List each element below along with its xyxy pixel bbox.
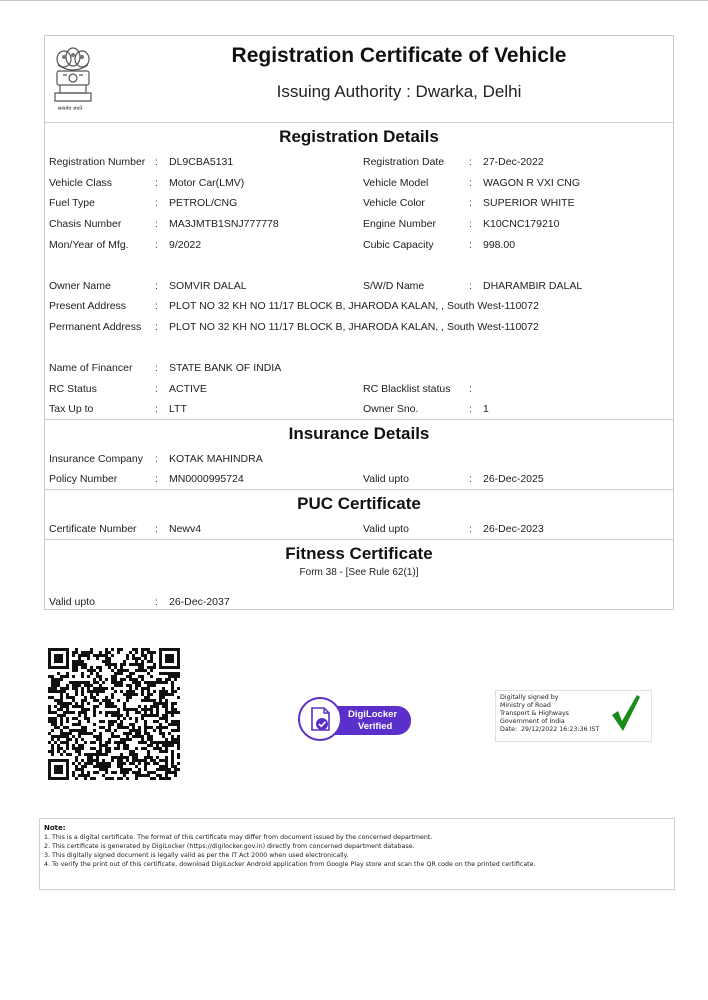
- notes-heading: Note:: [44, 824, 66, 832]
- vehicle-class-label: Vehicle Class: [49, 177, 113, 189]
- signature-line: Ministry of Road: [500, 702, 551, 709]
- owner-sno-value: 1: [483, 403, 489, 415]
- colon: :: [469, 403, 472, 415]
- colon: :: [155, 362, 158, 374]
- insurance-company-label: Insurance Company: [49, 453, 143, 465]
- registration-date-value: 27-Dec-2022: [483, 156, 544, 168]
- swd-name-value: DHARAMBIR DALAL: [483, 280, 583, 292]
- policy-number-value: MN0000995724: [169, 473, 244, 485]
- permanent-address-value: PLOT NO 32 KH NO 11/17 BLOCK B, JHARODA KALAN, , South West-110072: [169, 321, 539, 333]
- fitness-certificate-title: Fitness Certificate: [285, 544, 433, 563]
- colon: :: [155, 156, 158, 168]
- owner-sno-label: Owner Sno.: [363, 403, 419, 415]
- mfg-label: Mon/Year of Mfg.: [49, 239, 129, 251]
- colon: :: [155, 473, 158, 485]
- colon: :: [155, 453, 158, 465]
- owner-name-label: Owner Name: [49, 280, 111, 292]
- colon: :: [155, 596, 158, 608]
- registration-number-label: Registration Number: [49, 156, 146, 168]
- signature-line: Transport & Highways: [500, 710, 569, 717]
- vehicle-color-value: SUPERIOR WHITE: [483, 197, 575, 209]
- colon: :: [155, 177, 158, 189]
- engine-number-value: K10CNC179210: [483, 218, 560, 230]
- note-line: 3. This digitally signed document is legally valid as per the IT Act 2000 when used electronically.: [44, 852, 349, 859]
- emblem-caption: सत्यमेव जयते: [57, 106, 83, 112]
- owner-name-value: SOMVIR DALAL: [169, 280, 247, 292]
- signature-line: Government of India: [500, 718, 565, 725]
- chasis-number-value: MA3JMTB1SNJ777778: [169, 218, 279, 230]
- colon: :: [155, 280, 158, 292]
- green-check-icon: [609, 693, 641, 733]
- insurance-details-title: Insurance Details: [288, 424, 430, 443]
- financer-value: STATE BANK OF INDIA: [169, 362, 282, 374]
- colon: :: [155, 197, 158, 209]
- rc-blacklist-label: RC Blacklist status: [363, 383, 451, 395]
- engine-number-label: Engine Number: [363, 218, 436, 230]
- page-title: Registration Certificate of Vehicle: [231, 44, 567, 67]
- top-border: [0, 0, 708, 1]
- certificate-box: [44, 35, 674, 610]
- cubic-capacity-value: 998.00: [483, 239, 516, 251]
- financer-label: Name of Financer: [49, 362, 133, 374]
- divider: [45, 419, 673, 420]
- registration-number-value: DL9CBA5131: [169, 156, 234, 168]
- digilocker-verified-badge: [298, 697, 412, 743]
- notes-box: [39, 818, 675, 890]
- digital-signature-block: [495, 690, 652, 742]
- mfg-value: 9/2022: [169, 239, 202, 251]
- signature-line: Digitally signed by: [500, 694, 559, 701]
- colon: :: [155, 403, 158, 415]
- insurance-valid-upto-label: Valid upto: [363, 473, 409, 485]
- document-check-icon: [300, 699, 340, 739]
- colon: :: [469, 218, 472, 230]
- colon: :: [155, 218, 158, 230]
- registration-details-title: Registration Details: [279, 127, 439, 146]
- colon: :: [469, 473, 472, 485]
- colon: :: [469, 197, 472, 209]
- permanent-address-label: Permanent Address: [49, 321, 142, 333]
- colon: :: [469, 156, 472, 168]
- note-line: 4. To verify the print out of this certificate, download DigiLocker Android application from Google Play store and scan the QR code on the printed certificate.: [44, 861, 536, 868]
- registration-date-label: Registration Date: [363, 156, 445, 168]
- policy-number-label: Policy Number: [49, 473, 118, 485]
- vehicle-model-value: WAGON R VXI CNG: [483, 177, 581, 189]
- cubic-capacity-label: Cubic Capacity: [363, 239, 434, 251]
- present-address-value: PLOT NO 32 KH NO 11/17 BLOCK B, JHARODA KALAN, , South West-110072: [169, 300, 539, 312]
- puc-valid-upto-label: Valid upto: [363, 523, 409, 535]
- colon: :: [155, 383, 158, 395]
- note-line: 1. This is a digital certificate. The format of this certificate may differ from document issued by the concerned department.: [44, 834, 433, 841]
- verified-label: Verified: [358, 721, 393, 732]
- colon: :: [155, 300, 158, 312]
- insurance-company-value: KOTAK MAHINDRA: [169, 453, 263, 465]
- fuel-type-label: Fuel Type: [49, 197, 95, 209]
- rc-status-value: ACTIVE: [169, 383, 207, 395]
- fitness-valid-upto-label: Valid upto: [49, 596, 95, 608]
- issuing-authority: Issuing Authority : Dwarka, Delhi: [276, 82, 522, 101]
- colon: :: [469, 523, 472, 535]
- insurance-valid-upto-value: 26-Dec-2025: [483, 473, 544, 485]
- signature-date-value: 29/12/2022 16:23:36 IST: [521, 726, 600, 733]
- vehicle-color-label: Vehicle Color: [363, 197, 425, 209]
- chasis-number-label: Chasis Number: [49, 218, 122, 230]
- vehicle-model-label: Vehicle Model: [363, 177, 429, 189]
- vehicle-class-value: Motor Car(LMV): [169, 177, 245, 189]
- colon: :: [469, 239, 472, 251]
- swd-name-label: S/W/D Name: [363, 280, 425, 292]
- rc-status-label: RC Status: [49, 383, 97, 395]
- fitness-valid-upto-value: 26-Dec-2037: [169, 596, 230, 608]
- divider: [45, 122, 673, 123]
- signature-date-label: Date:: [500, 726, 518, 733]
- divider: [45, 539, 673, 540]
- tax-upto-label: Tax Up to: [49, 403, 94, 415]
- puc-valid-upto-value: 26-Dec-2023: [483, 523, 544, 535]
- puc-certificate-number-label: Certificate Number: [49, 523, 137, 535]
- colon: :: [155, 523, 158, 535]
- colon: :: [469, 383, 472, 395]
- note-line: 2. This certificate is generated by DigiLocker (https://digilocker.gov.in) directly from concerned department database.: [44, 843, 415, 850]
- present-address-label: Present Address: [49, 300, 127, 312]
- colon: :: [155, 239, 158, 251]
- digilocker-seal: [298, 697, 342, 741]
- divider: [45, 489, 673, 490]
- fitness-form-reference: Form 38 - [See Rule 62(1)]: [299, 567, 419, 578]
- qr-code[interactable]: [48, 648, 180, 780]
- tax-upto-value: LTT: [169, 403, 187, 415]
- colon: :: [469, 280, 472, 292]
- colon: :: [469, 177, 472, 189]
- fuel-type-value: PETROL/CNG: [169, 197, 238, 209]
- puc-certificate-number-value: Newv4: [169, 523, 202, 535]
- digilocker-label: DigiLocker: [348, 709, 398, 720]
- puc-certificate-title: PUC Certificate: [297, 494, 421, 513]
- colon: :: [155, 321, 158, 333]
